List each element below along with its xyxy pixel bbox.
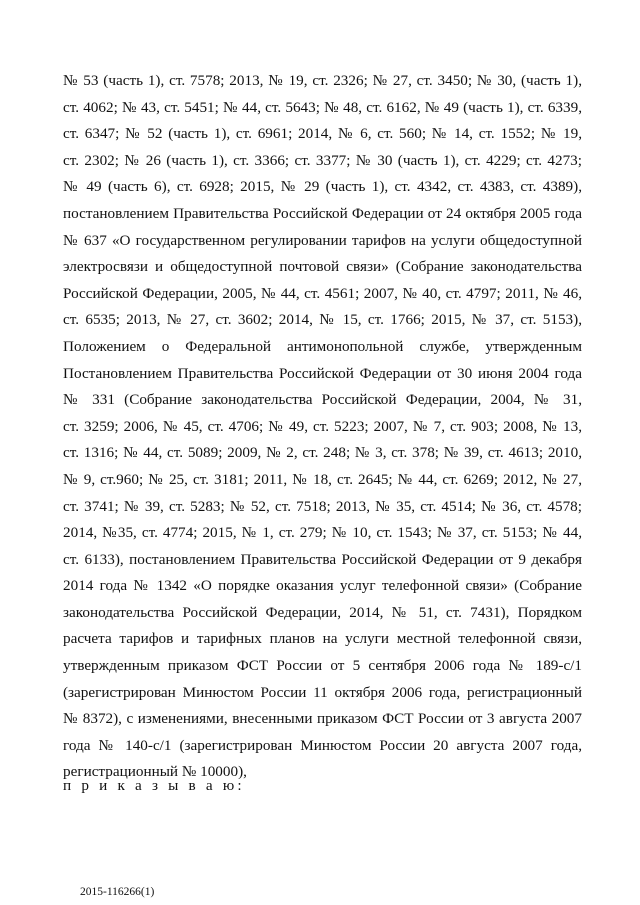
- text-line: № 9, ст.960; № 25, ст. 3181; 2011, № 18, ст. 2645; № 44, ст. 6269; 2012, № 27,: [63, 470, 582, 488]
- order-word: п р и к а з ы в а ю:: [63, 777, 245, 794]
- text-line: 2014, №35, ст. 4774; 2015, № 1, ст. 279; № 10, ст. 1543; № 37, ст. 5153; № 44,: [63, 524, 582, 542]
- text-line: ст. 6535; 2013, № 27, ст. 3602; 2014, № 15, ст. 1766; 2015, № 37, ст. 5153),: [63, 311, 582, 329]
- text-line: регистрационный № 10000),: [63, 763, 247, 781]
- text-line: № 637 «О государственном регулировании тарифов на услуги общедоступной: [63, 231, 582, 249]
- text-line: расчета тарифов и тарифных планов на услуги местной телефонной связи,: [63, 630, 582, 648]
- text-line: № 331 (Собрание законодательства Российской Федерации, 2004, № 31,: [63, 391, 582, 409]
- text-line: Положением о Федеральной антимонопольной службе, утвержденным: [63, 337, 582, 355]
- document-registration-code: 2015-116266(1): [80, 886, 155, 898]
- text-line: Постановлением Правительства Российской Федерации от 30 июня 2004 года: [63, 364, 582, 382]
- text-line: законодательства Российской Федерации, 2014, № 51, ст. 7431), Порядком: [63, 603, 582, 621]
- text-line: электросвязи и общедоступной почтовой связи» (Собрание законодательства: [63, 258, 582, 276]
- text-line: ст. 4062; № 43, ст. 5451; № 44, ст. 5643; № 48, ст. 6162, № 49 (часть 1), ст. 6339,: [63, 98, 582, 116]
- text-line: № 53 (часть 1), ст. 7578; 2013, № 19, ст. 2326; № 27, ст. 3450; № 30, (часть 1),: [63, 72, 582, 89]
- text-line: утвержденным приказом ФСТ России от 5 сентября 2006 года № 189-с/1: [63, 657, 582, 675]
- text-line: ст. 3259; 2006, № 45, ст. 4706; № 49, ст. 5223; 2007, № 7, ст. 903; 2008, № 13,: [63, 417, 582, 435]
- text-line: Российской Федерации, 2005, № 44, ст. 4561; 2007, № 40, ст. 4797; 2011, № 46,: [63, 284, 582, 302]
- text-line: года № 140-с/1 (зарегистрирован Минюстом России 20 августа 2007 года,: [63, 736, 582, 754]
- document-body-text: [63, 68, 582, 786]
- text-line: ст. 1316; № 44, ст. 5089; 2009, № 2, ст. 248; № 3, ст. 378; № 39, ст. 4613; 2010,: [63, 444, 582, 462]
- text-line: ст. 2302; № 26 (часть 1), ст. 3366; ст. 3377; № 30 (часть 1), ст. 4229; ст. 4273;: [63, 151, 582, 169]
- text-line: № 8372), с изменениями, внесенными приказом ФСТ России от 3 августа 2007: [63, 710, 582, 728]
- text-line: ст. 6133), постановлением Правительства Российской Федерации от 9 декабря: [63, 550, 582, 568]
- text-line: ст. 6347; № 52 (часть 1), ст. 6961; 2014, № 6, ст. 560; № 14, ст. 1552; № 19,: [63, 125, 582, 143]
- text-line: 2014 года № 1342 «О порядке оказания услуг телефонной связи» (Собрание: [63, 577, 582, 595]
- text-line: № 49 (часть 6), ст. 6928; 2015, № 29 (часть 1), ст. 4342, ст. 4383, ст. 4389),: [63, 178, 582, 196]
- text-line: постановлением Правительства Российской Федерации от 24 октября 2005 года: [63, 204, 582, 222]
- text-line: ст. 3741; № 39, ст. 5283; № 52, ст. 7518; 2013, № 35, ст. 4514; № 36, ст. 4578;: [63, 497, 582, 515]
- text-line: (зарегистрирован Минюстом России 11 октября 2006 года, регистрационный: [63, 683, 582, 701]
